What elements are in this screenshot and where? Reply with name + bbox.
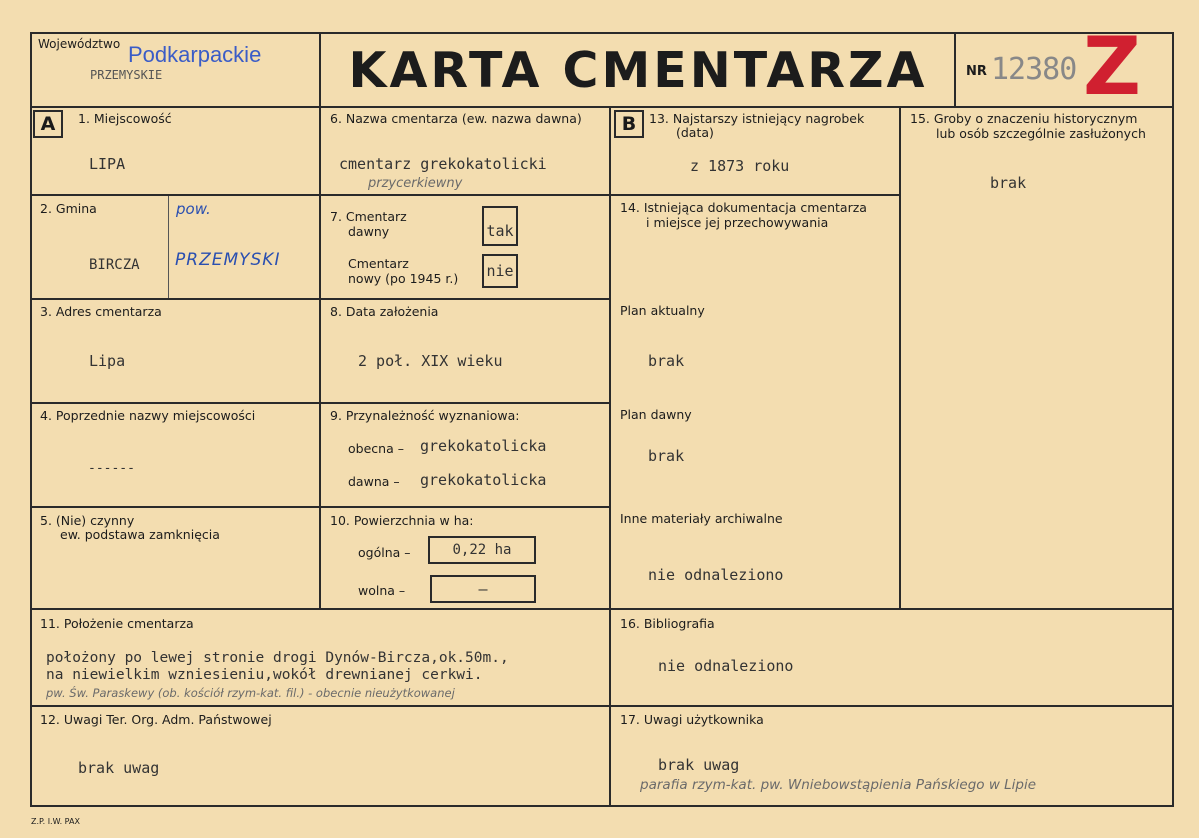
data-zalozenia-value: 2 poł. XIX wieku: [358, 352, 503, 370]
divider-c2-r3: [319, 402, 610, 404]
uwagi-ter-label: 12. Uwagi Ter. Org. Adm. Państwowej: [40, 712, 272, 727]
miejscowosc-value: LIPA: [89, 155, 126, 173]
cmentarz-dawny-box: tak: [482, 206, 518, 246]
divider-col3: [899, 106, 901, 610]
divider-c1-r3: [30, 402, 320, 404]
cmentarz-nowy-label2: nowy (po 1945 r.): [348, 271, 459, 286]
divider-c1-r2: [30, 298, 320, 300]
adres-label: 3. Adres cmentarza: [40, 304, 162, 319]
divider-bottom-1: [30, 608, 1174, 610]
najstarszy-value: z 1873 roku: [690, 157, 790, 175]
bibliografia-label: 16. Bibliografia: [620, 616, 715, 631]
cmentarz-dawny-label: dawny: [348, 224, 390, 239]
polozenie-hand-note: pw. Św. Paraskewy (ob. kościół rzym-kat. fil.) - obecnie nieużytkowanej: [46, 686, 455, 700]
nazwa-value: cmentarz grekokatolicki: [339, 155, 547, 173]
uwagi-uzytkownika-label: 17. Uwagi użytkownika: [620, 712, 764, 727]
polozenie-line2: na niewielkim wzniesieniu,wokół drewnianej cerkwi.: [46, 667, 483, 683]
pow-note: pow.: [176, 200, 211, 218]
powierzchnia-wolna-label: wolna –: [358, 583, 406, 598]
divider-c3-r1: [609, 194, 900, 196]
nazwa-hand-note: przycerkiewny: [368, 176, 463, 191]
section-a-letter: A: [33, 110, 63, 138]
nr-label: NR: [966, 64, 987, 79]
poprzednie-value: ------: [88, 461, 135, 476]
groby-value: brak: [990, 174, 1027, 192]
cmentarz-nowy-box: nie: [482, 254, 518, 288]
cmentarz-label: 7. Cmentarz: [330, 209, 407, 224]
header-divider-right: [954, 32, 956, 108]
nr-value: 12380: [991, 52, 1077, 87]
gmina-value: BIRCZA: [89, 257, 140, 273]
najstarszy-data-label: (data): [676, 125, 714, 140]
przynaleznosc-obecna-value: grekokatolicka: [420, 437, 547, 455]
gmina-label: 2. Gmina: [40, 201, 97, 216]
groby-label: 15. Groby o znaczeniu historycznym: [910, 111, 1138, 126]
gmina-pow-divider: [168, 196, 169, 298]
data-zalozenia-label: 8. Data założenia: [330, 304, 439, 319]
dokumentacja-miejsce-label: i miejsce jej przechowywania: [646, 215, 829, 230]
print-mark: Z.P. I.W. PAX: [31, 817, 80, 826]
powierzchnia-label: 10. Powierzchnia w ha:: [330, 513, 474, 528]
red-z-mark: Z: [1083, 20, 1142, 113]
header-divider-left: [319, 32, 321, 108]
plan-dawny-value: brak: [648, 447, 685, 465]
przynaleznosc-label: 9. Przynależność wyznaniowa:: [330, 408, 520, 423]
czynny-podstawa-label: ew. podstawa zamknięcia: [60, 527, 220, 542]
powierzchnia-wolna-box: –: [430, 575, 536, 603]
plan-aktualny-label: Plan aktualny: [620, 303, 705, 318]
polozenie-label: 11. Położenie cmentarza: [40, 616, 194, 631]
plan-aktualny-value: brak: [648, 352, 685, 370]
divider-c1-r4: [30, 506, 320, 508]
divider-c2-r4: [319, 506, 610, 508]
najstarszy-label: 13. Najstarszy istniejący nagrobek: [649, 111, 865, 126]
przynaleznosc-dawna-label: dawna –: [348, 474, 400, 489]
divider-c1-r1: [30, 194, 320, 196]
divider-col2: [609, 106, 611, 807]
divider-col1: [319, 106, 321, 610]
county-stamp: PRZEMYSKIE: [90, 68, 163, 82]
inne-materialy-label: Inne materiały archiwalne: [620, 511, 783, 526]
wojewodztwo-label: Województwo: [38, 37, 121, 51]
header-bottom-line: [30, 106, 1174, 108]
section-b-letter: B: [614, 110, 644, 138]
dokumentacja-label: 14. Istniejąca dokumentacja cmentarza: [620, 200, 867, 215]
divider-c2-r2: [319, 298, 610, 300]
wojewodztwo-stamp: Podkarpackie: [128, 42, 262, 67]
uwagi-uzytkownika-hand-note: parafia rzym-kat. pw. Wniebowstąpienia Pańskiego w Lipie: [640, 777, 1037, 793]
inne-materialy-value: nie odnaleziono: [648, 566, 784, 584]
uwagi-uzytkownika-value: brak uwag: [658, 756, 740, 774]
poprzednie-label: 4. Poprzednie nazwy miejscowości: [40, 408, 256, 423]
nazwa-label: 6. Nazwa cmentarza (ew. nazwa dawna): [330, 111, 582, 126]
adres-value: Lipa: [89, 352, 126, 370]
czynny-label: 5. (Nie) czynny: [40, 513, 135, 528]
plan-dawny-label: Plan dawny: [620, 407, 692, 422]
divider-c2-r1: [319, 194, 610, 196]
powierzchnia-ogolna-box: 0,22 ha: [428, 536, 536, 564]
cmentarz-nowy-label1: Cmentarz: [348, 256, 409, 271]
miejscowosc-label: 1. Miejscowość: [78, 111, 172, 126]
przynaleznosc-dawna-value: grekokatolicka: [420, 471, 547, 489]
przynaleznosc-obecna-label: obecna –: [348, 441, 404, 456]
divider-bottom-2: [30, 705, 1174, 707]
groby-label-line2: lub osób szczególnie zasłużonych: [936, 126, 1146, 141]
uwagi-ter-value: brak uwag: [78, 759, 160, 777]
powierzchnia-ogolna-label: ogólna –: [358, 545, 411, 560]
polozenie-line1: położony po lewej stronie drogi Dynów-Bircza,ok.50m.,: [46, 650, 509, 666]
page-title: KARTA CMENTARZA: [348, 41, 928, 99]
pow-value: PRZEMYSKI: [175, 250, 281, 270]
bibliografia-value: nie odnaleziono: [658, 657, 794, 675]
